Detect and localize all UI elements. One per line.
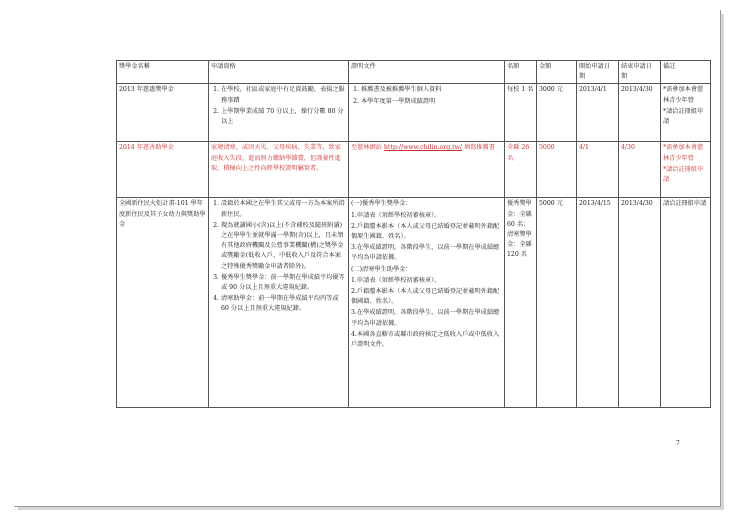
row3-eligibility [209,198,349,408]
row2-quota: 全縣 26 名 [505,142,537,198]
row3-start: 2013/4/15 [577,198,619,408]
header-quota: 名額 [505,61,537,84]
header-amount: 金額 [537,61,577,84]
page-edge-bottom [14,506,720,507]
row2-name: 2014 年慈善助學金 [117,142,209,198]
row2-amount: 5000 [537,142,577,198]
row3-document-line: (二)清寒學生助學金： [351,265,412,273]
row1-eligibility [209,84,349,142]
row2-documents [349,142,505,198]
row1-remark: *需參加本會慈林青少年營 [663,86,704,104]
row1-name: 2013 年慈惠獎學金 [117,84,209,142]
row1-amount: 3000 元 [537,84,577,142]
row3-document-line: 4.本國各直轄市或縣市政府核定之低收入戶或中低收入戶證明文件。 [351,330,500,349]
row2-documents-prefix: 至慈林網站 [351,144,382,152]
row3-eligibility-item: 1. 設籍於本國之在學生其父或母一方為本案所指新住民。 [221,199,346,219]
row3-quota: 優秀獎學金：全縣 60 名；清寒獎學金：全縣 120 名 [505,198,537,408]
table-row [117,84,711,142]
row3-document-line: 3.在學成績證明，各階段學生，以前一學期在學成績總平均為申請依據。 [351,244,500,262]
row1-document-item: 1. 推薦書及被推薦學生個人資料 [361,85,502,95]
row2-remark: *需參加本會慈林青少年營 [663,144,704,162]
row2-remark: *請洽註冊組申請 [663,165,704,184]
row1-quota: 每校 1 名 [505,84,537,142]
row3-document-line: 3.在學成績證明，各階段學生，以前一學期在學成績總平均為申請依據。 [351,309,500,327]
row3-document-line: 2.戶籍謄本影本（本人或父母已結婚登記並載明外籍配偶國籍、姓名）。 [351,288,500,306]
row3-document-line: 2.戶籍謄本影本（本人或父母已結婚登記並載明外籍配偶原生國籍、姓名）。 [351,222,500,241]
row3-eligibility-item: 3. 優秀學生獎學金：前一學期在學成績平均優等或 90 分以上且無重大違規紀錄。 [221,273,346,293]
page-edge-right [720,10,721,507]
row2-end: 4/30 [619,142,661,198]
row1-start: 2013/4/1 [577,84,619,142]
row1-remarks [661,84,711,142]
header-documents: 證明文件 [349,61,505,84]
row3-documents [349,198,505,408]
row3-name: 全國新住民火炬計畫-101 學年度新住民及其子女幼力與獎助學金 [117,198,209,408]
header-end-date: 結束申請日期 [619,61,661,84]
row3-document-line: (一)優秀學生獎學金： [351,200,412,208]
header-eligibility: 申請資格 [209,61,349,84]
row3-eligibility-item: 2. 現為就讀國小(含)以上(不含補校及隨班附讀)之在學學生並就學滿一學期(含)以上，且未領有其他政府機關及公營事業機關(構)之獎學金或獎勵金(低收入戶、中低收入戶及符合本案之特殊優秀獎勵金申請者除外)。 [221,221,346,272]
row1-eligibility-item: 1. 在學校、社區或家庭中有足資鼓勵、表揚之服務事蹟 [221,85,346,105]
row2-documents-suffix: 填寫推薦書 [464,144,495,152]
row3-document-line: 1.申請表（須經學校初審核章）。 [351,211,441,219]
header-start-date: 開始申請日期 [577,61,619,84]
table-row [117,142,711,198]
scholarship-table [116,60,711,408]
row3-eligibility-item: 4. 清寒助學金：前一學期在學成績平均丙等或 60 分以上且無重大違規紀錄。 [221,294,346,314]
row3-remarks: 請洽註冊組申請 [661,198,711,408]
row3-amount: 5000 元 [537,198,577,408]
row2-remarks [661,142,711,198]
row1-remark: *請洽註冊組申請 [663,107,704,126]
page-shadow-right [721,14,724,510]
page-shadow-bottom [18,507,724,510]
row1-documents [349,84,505,142]
chilin-website-link[interactable]: http://www.chilin.org.tw/ [383,144,463,152]
row1-eligibility-item: 2. 上學期學業成績 70 分以上，操行分數 80 分以上 [221,107,346,127]
row3-document-line: 1.申請表（須經學校初審核章）。 [351,276,441,284]
header-remarks: 備註 [661,61,711,84]
header-name: 獎學金名稱 [117,61,209,84]
row1-end: 2013/4/30 [619,84,661,142]
row1-document-item: 2. 本學年度第一學期成績證明 [361,97,502,107]
row2-start: 4/1 [577,142,619,198]
row2-eligibility: 家境清寒，或因天災、父母疾病、失業等，致家庭收入失段，進而無力繳納學雜費，但謹養性進取、積極向上之性向經學校證明屬實者。 [209,142,349,198]
row3-end: 2013/4/30 [619,198,661,408]
table-header-row [117,61,711,84]
page-number: 7 [676,440,680,447]
table-row [117,198,711,408]
